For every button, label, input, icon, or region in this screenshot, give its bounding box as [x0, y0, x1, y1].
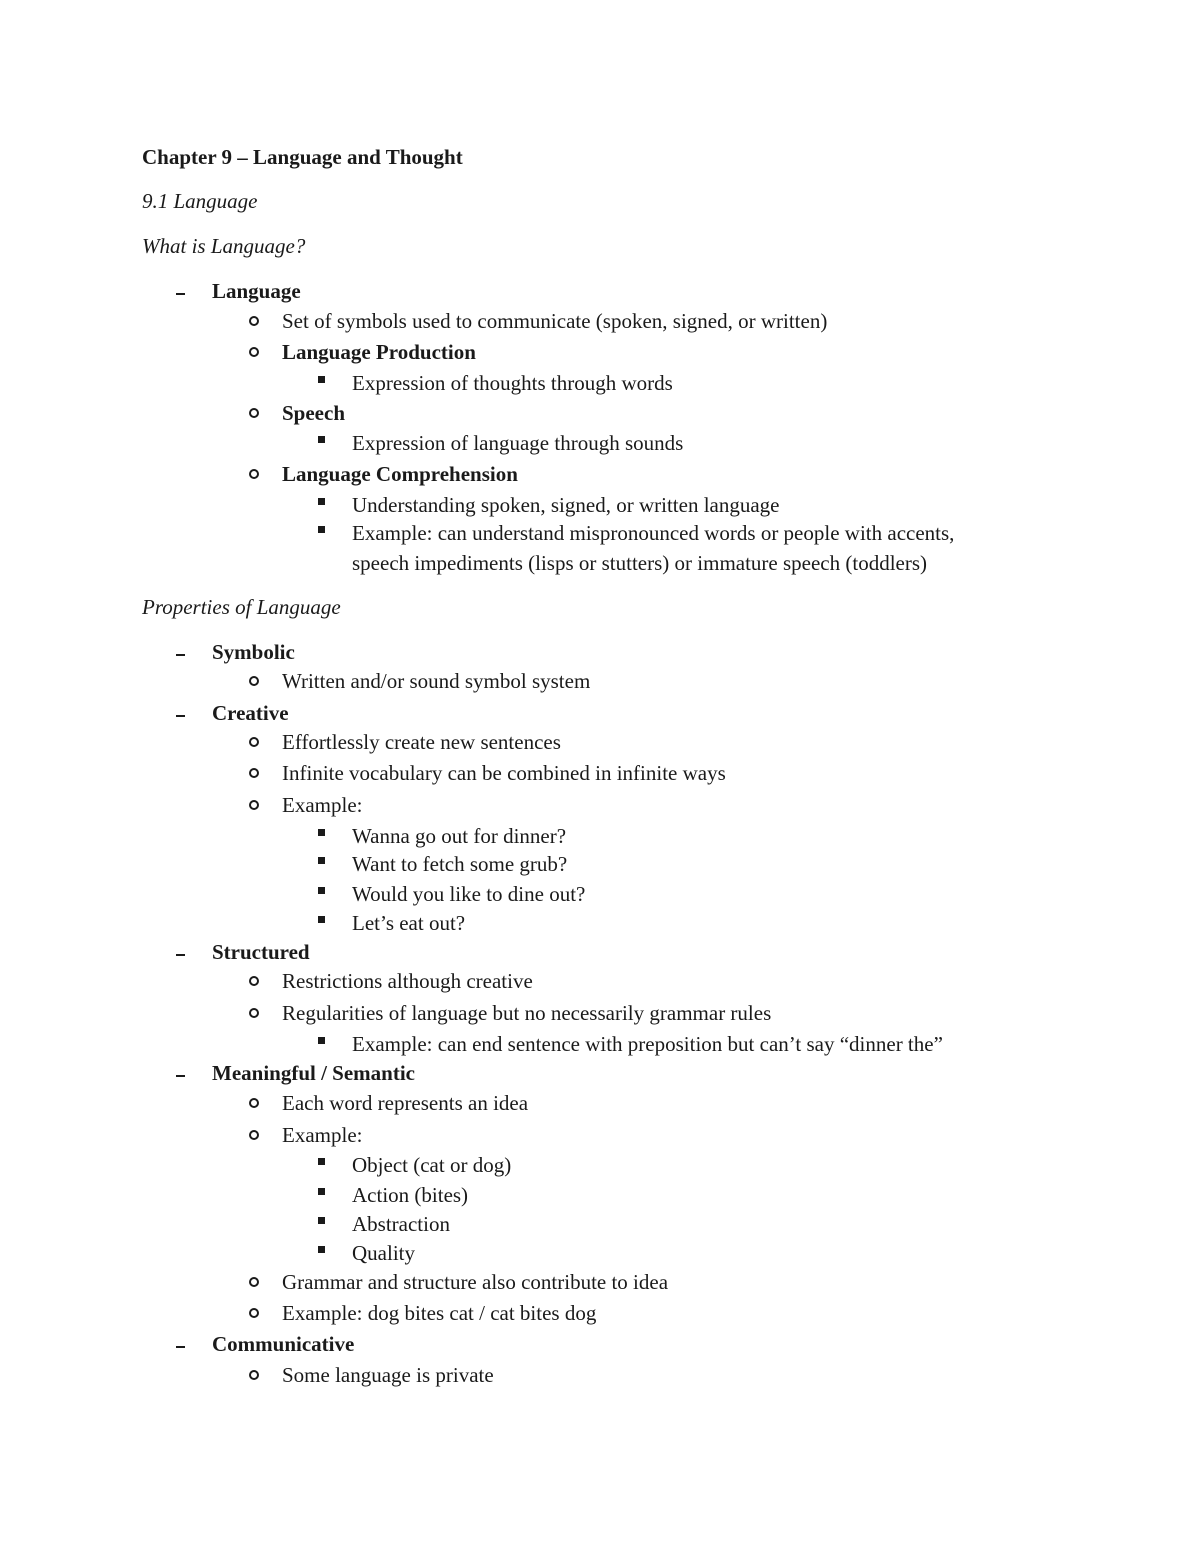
circle-bullet-icon: [249, 1277, 259, 1287]
chapter-title: Chapter 9 – Language and Thought: [142, 145, 463, 169]
term-language-comprehension: Language Comprehension: [282, 462, 518, 486]
list-item: Example: can end sentence with preposition but can’t say “dinner the”: [352, 1032, 943, 1056]
term-language-production: Language Production: [282, 340, 476, 364]
circle-bullet-icon: [249, 768, 259, 778]
list-item: Expression of language through sounds: [352, 431, 684, 455]
list-item: Action (bites): [352, 1183, 469, 1207]
circle-bullet-icon: [249, 316, 259, 326]
list-item: Each word represents an idea: [282, 1091, 529, 1115]
list-item: Understanding spoken, signed, or written language: [352, 493, 780, 517]
list-item: Effortlessly create new sentences: [282, 730, 561, 754]
term-creative: Creative: [212, 701, 289, 725]
circle-bullet-icon: [249, 347, 259, 357]
square-bullet-icon: [318, 376, 325, 383]
dash-bullet-icon: [176, 1346, 185, 1348]
circle-bullet-icon: [249, 1098, 259, 1108]
dash-bullet-icon: [176, 293, 185, 295]
list-item: Expression of thoughts through words: [352, 371, 673, 395]
circle-bullet-icon: [249, 976, 259, 986]
list-item: Example:: [282, 1123, 363, 1147]
section-title: 9.1 Language: [142, 189, 258, 213]
list-item: Abstraction: [352, 1212, 450, 1236]
term-symbolic: Symbolic: [212, 640, 295, 664]
square-bullet-icon: [318, 1037, 325, 1044]
circle-bullet-icon: [249, 737, 259, 747]
square-bullet-icon: [318, 436, 325, 443]
list-item: Would you like to dine out?: [352, 882, 586, 906]
term-structured: Structured: [212, 940, 310, 964]
list-item: Infinite vocabulary can be combined in infinite ways: [282, 761, 726, 785]
square-bullet-icon: [318, 857, 325, 864]
dash-bullet-icon: [176, 1075, 185, 1077]
list-item: Example: dog bites cat / cat bites dog: [282, 1301, 597, 1325]
term-language: Language: [212, 279, 301, 303]
dash-bullet-icon: [176, 715, 185, 717]
square-bullet-icon: [318, 887, 325, 894]
list-item: Grammar and structure also contribute to idea: [282, 1270, 669, 1294]
list-item: Set of symbols used to communicate (spoken, signed, or written): [282, 309, 828, 333]
list-item: Let’s eat out?: [352, 911, 466, 935]
square-bullet-icon: [318, 526, 325, 533]
list-item: Restrictions although creative: [282, 969, 533, 993]
list-item: Object (cat or dog): [352, 1153, 512, 1177]
square-bullet-icon: [318, 1188, 325, 1195]
term-meaningful-semantic: Meaningful / Semantic: [212, 1061, 415, 1085]
square-bullet-icon: [318, 498, 325, 505]
sub-heading-properties-of-language: Properties of Language: [142, 595, 341, 619]
circle-bullet-icon: [249, 1370, 259, 1380]
circle-bullet-icon: [249, 676, 259, 686]
circle-bullet-icon: [249, 469, 259, 479]
dash-bullet-icon: [176, 654, 185, 656]
list-item: Regularities of language but no necessarily grammar rules: [282, 1001, 772, 1025]
circle-bullet-icon: [249, 1130, 259, 1140]
list-item: Quality: [352, 1241, 415, 1265]
list-item: Want to fetch some grub?: [352, 852, 568, 876]
square-bullet-icon: [318, 829, 325, 836]
sub-heading-what-is-language: What is Language?: [142, 234, 306, 258]
circle-bullet-icon: [249, 800, 259, 810]
square-bullet-icon: [318, 1246, 325, 1253]
dash-bullet-icon: [176, 954, 185, 956]
circle-bullet-icon: [249, 1008, 259, 1018]
square-bullet-icon: [318, 916, 325, 923]
list-item: Example: can understand mispronounced words or people with accents,: [352, 521, 955, 545]
list-item: Example:: [282, 793, 363, 817]
circle-bullet-icon: [249, 1308, 259, 1318]
list-item: Written and/or sound symbol system: [282, 669, 591, 693]
list-item: Wanna go out for dinner?: [352, 824, 567, 848]
list-item-continued: speech impediments (lisps or stutters) or immature speech (toddlers): [352, 551, 928, 575]
term-communicative: Communicative: [212, 1332, 355, 1356]
list-item: Some language is private: [282, 1363, 494, 1387]
square-bullet-icon: [318, 1217, 325, 1224]
square-bullet-icon: [318, 1158, 325, 1165]
term-speech: Speech: [282, 401, 345, 425]
circle-bullet-icon: [249, 408, 259, 418]
